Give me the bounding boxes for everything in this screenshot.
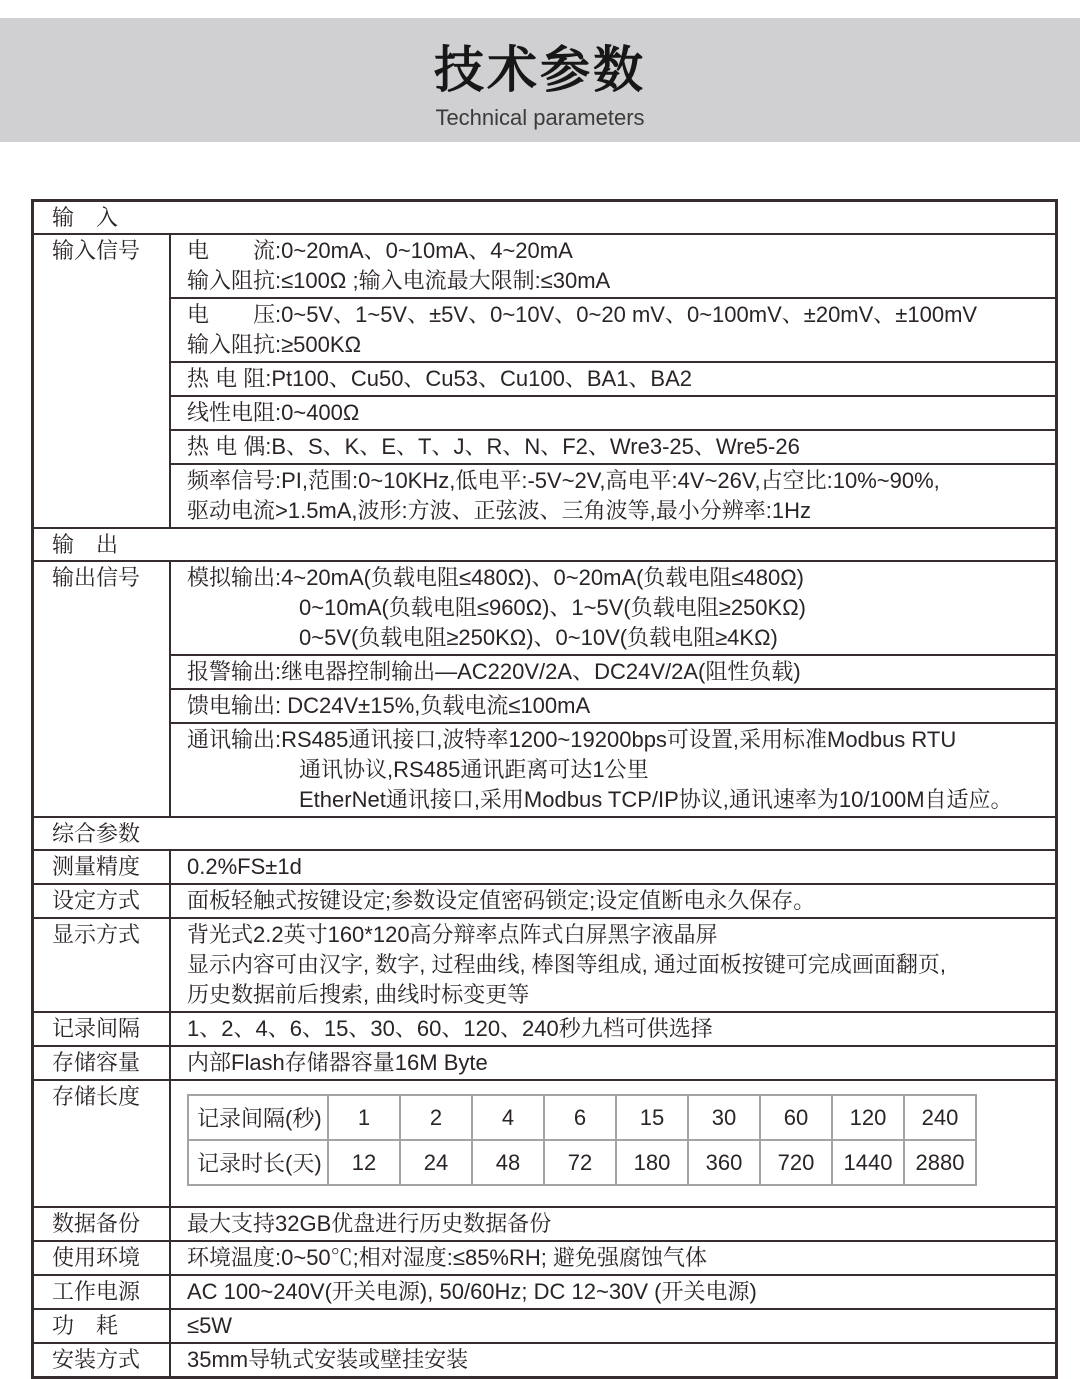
inner-cell: 15 xyxy=(617,1096,689,1141)
subrow-voltage xyxy=(171,299,1055,363)
header-band xyxy=(0,18,1080,142)
subrow-linear-resistance xyxy=(171,397,1055,431)
spec-line: 频率信号:PI,范围:0~10KHz,低电平:-5V~2V,高电平:4V~26V,占空比:10%~90%, xyxy=(187,468,940,493)
row-value xyxy=(171,235,1055,527)
spec-line: 热 电 阻:Pt100、Cu50、Cu53、Cu100、BA1、BA2 xyxy=(187,366,693,391)
row-value xyxy=(171,885,1055,917)
spec-line: 电 压:0~5V、1~5V、±5V、0~10V、0~20 mV、0~100mV、±20mV、±100mV xyxy=(187,302,978,327)
row-label: 输出信号 xyxy=(34,562,171,816)
spec-line: EtherNet通讯接口,采用Modbus TCP/IP协议,通讯速率为10/100M自适应。 xyxy=(299,787,1013,812)
spec-line: 面板轻触式按键设定;参数设定值密码锁定;设定值断电永久保存。 xyxy=(187,888,816,913)
subrow xyxy=(171,1242,1055,1274)
row-label: 功 耗 xyxy=(34,1310,171,1342)
row-environment xyxy=(34,1240,1055,1274)
inner-cell: 120 xyxy=(833,1096,905,1141)
subrow-comm-output xyxy=(171,724,1055,816)
inner-cell: 48 xyxy=(473,1141,545,1186)
spec-line: 历史数据前后搜索, 曲线时标变更等 xyxy=(187,982,530,1007)
spec-line: ≤5W xyxy=(187,1313,233,1338)
subrow xyxy=(171,1344,1055,1376)
spec-line: 线性电阻:0~400Ω xyxy=(187,400,360,425)
row-label: 设定方式 xyxy=(34,885,171,917)
row-label: 显示方式 xyxy=(34,919,171,1011)
row-value xyxy=(171,851,1055,883)
inner-cell: 24 xyxy=(401,1141,473,1186)
spec-line: AC 100~240V(开关电源), 50/60Hz; DC 12~30V (开关电源) xyxy=(187,1279,757,1304)
page-title: 技术参数 xyxy=(434,41,646,98)
inner-cell: 6 xyxy=(545,1096,617,1141)
row-value xyxy=(171,1081,1055,1206)
inner-cell: 12 xyxy=(329,1141,401,1186)
row-label: 输入信号 xyxy=(34,235,171,527)
subrow xyxy=(171,1310,1055,1342)
section-row-general xyxy=(34,816,1055,849)
spec-line: 0~5V(负载电阻≥250KΩ)、0~10V(负载电阻≥4KΩ) xyxy=(299,625,778,650)
spec-line: 环境温度:0~50℃;相对湿度:≤85%RH; 避免强腐蚀气体 xyxy=(187,1245,707,1270)
subrow xyxy=(171,1013,1055,1045)
inner-cell: 180 xyxy=(617,1141,689,1186)
inner-cell: 2 xyxy=(401,1096,473,1141)
row-display-method xyxy=(34,917,1055,1011)
subrow-analog-output xyxy=(171,562,1055,656)
spec-line: 1、2、4、6、15、30、60、120、240秒九档可供选择 xyxy=(187,1016,713,1041)
row-value xyxy=(171,1013,1055,1045)
inner-cell: 2880 xyxy=(905,1141,977,1186)
row-storage-capacity xyxy=(34,1045,1055,1079)
subrow xyxy=(171,885,1055,917)
row-record-interval xyxy=(34,1011,1055,1045)
spec-line: 35mm导轨式安装或壁挂安装 xyxy=(187,1347,469,1372)
row-setting-method xyxy=(34,883,1055,917)
inner-cell: 720 xyxy=(761,1141,833,1186)
row-power-supply xyxy=(34,1274,1055,1308)
row-output-signal xyxy=(34,560,1055,816)
spec-line: 0~10mA(负载电阻≤960Ω)、1~5V(负载电阻≥250KΩ) xyxy=(299,595,806,620)
spec-line: 电 流:0~20mA、0~10mA、4~20mA xyxy=(187,238,573,263)
row-data-backup xyxy=(34,1206,1055,1240)
section-label: 输 入 xyxy=(52,205,119,230)
inner-cell: 1 xyxy=(329,1096,401,1141)
subrow-alarm-output xyxy=(171,656,1055,690)
row-label: 工作电源 xyxy=(34,1276,171,1308)
inner-header-duration: 记录时长(天) xyxy=(189,1141,329,1186)
row-value xyxy=(171,1047,1055,1079)
subrow xyxy=(171,1276,1055,1308)
spec-line: 模拟输出:4~20mA(负载电阻≤480Ω)、0~20mA(负载电阻≤480Ω) xyxy=(187,565,804,590)
inner-cell: 4 xyxy=(473,1096,545,1141)
inner-cell: 1440 xyxy=(833,1141,905,1186)
subrow-frequency xyxy=(171,465,1055,527)
row-label: 安装方式 xyxy=(34,1344,171,1376)
spec-line: 输入阻抗:≤100Ω ;输入电流最大限制:≤30mA xyxy=(187,268,611,293)
section-row-output xyxy=(34,527,1055,560)
spec-line: 馈电输出: DC24V±15%,负载电流≤100mA xyxy=(187,693,591,718)
subrow-rtd xyxy=(171,363,1055,397)
row-label: 使用环境 xyxy=(34,1242,171,1274)
inner-header-interval: 记录间隔(秒) xyxy=(189,1096,329,1141)
subrow xyxy=(171,919,1055,1011)
spec-line: 通讯协议,RS485通讯距离可达1公里 xyxy=(299,757,649,782)
row-storage-length xyxy=(34,1079,1055,1206)
spec-line: 热 电 偶:B、S、K、E、T、J、R、N、F2、Wre3-25、Wre5-26 xyxy=(187,434,800,459)
row-input-signal xyxy=(34,233,1055,527)
spec-line: 内部Flash存储器容量16M Byte xyxy=(187,1050,488,1075)
section-row-input xyxy=(34,202,1055,233)
subrow xyxy=(171,1047,1055,1079)
row-value xyxy=(171,1310,1055,1342)
row-label: 记录间隔 xyxy=(34,1013,171,1045)
section-label: 综合参数 xyxy=(52,821,141,846)
subrow-current xyxy=(171,235,1055,299)
subrow xyxy=(171,851,1055,883)
row-label: 测量精度 xyxy=(34,851,171,883)
inner-cell: 240 xyxy=(905,1096,977,1141)
row-accuracy xyxy=(34,849,1055,883)
spec-line: 0.2%FS±1d xyxy=(187,854,302,879)
section-label: 输 出 xyxy=(52,532,119,557)
row-value xyxy=(171,1208,1055,1240)
row-value xyxy=(171,919,1055,1011)
row-value xyxy=(171,1242,1055,1274)
subrow-feed-output xyxy=(171,690,1055,724)
row-label: 存储长度 xyxy=(34,1081,171,1206)
spec-table xyxy=(31,199,1058,1379)
row-power-consumption xyxy=(34,1308,1055,1342)
row-label: 数据备份 xyxy=(34,1208,171,1240)
inner-cell: 60 xyxy=(761,1096,833,1141)
spec-line: 报警输出:继电器控制输出—AC220V/2A、DC24V/2A(阻性负载) xyxy=(187,659,801,684)
inner-cell: 72 xyxy=(545,1141,617,1186)
row-installation xyxy=(34,1342,1055,1376)
spec-line: 输入阻抗:≥500KΩ xyxy=(187,332,362,357)
row-value xyxy=(171,562,1055,816)
subrow-thermocouple xyxy=(171,431,1055,465)
inner-cell: 30 xyxy=(689,1096,761,1141)
row-label: 存储容量 xyxy=(34,1047,171,1079)
page-subtitle: Technical parameters xyxy=(435,104,645,130)
spec-line: 通讯输出:RS485通讯接口,波特率1200~19200bps可设置,采用标准Modbus RTU xyxy=(187,727,957,752)
row-value xyxy=(171,1344,1055,1376)
subrow xyxy=(171,1208,1055,1240)
row-value xyxy=(171,1276,1055,1308)
spec-line: 最大支持32GB优盘进行历史数据备份 xyxy=(187,1211,552,1236)
spec-line: 驱动电流>1.5mA,波形:方波、正弦波、三角波等,最小分辨率:1Hz xyxy=(187,498,812,523)
storage-length-table xyxy=(187,1094,977,1186)
spec-line: 显示内容可由汉字, 数字, 过程曲线, 棒图等组成, 通过面板按键可完成画面翻页, xyxy=(187,952,947,977)
storage-length-table-wrap xyxy=(171,1081,1055,1206)
inner-cell: 360 xyxy=(689,1141,761,1186)
spec-line: 背光式2.2英寸160*120高分辩率点阵式白屏黑字液晶屏 xyxy=(187,922,718,947)
